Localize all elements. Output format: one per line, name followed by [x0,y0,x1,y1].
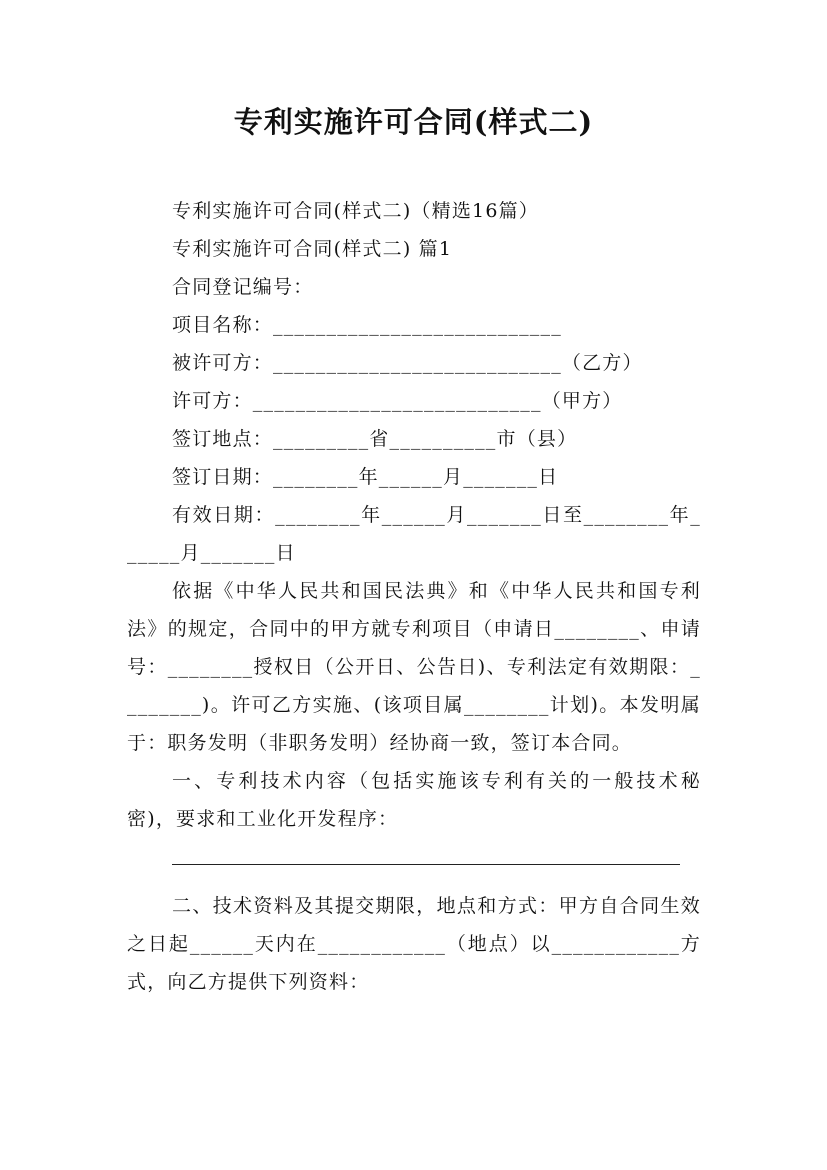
basis-paragraph: 依据《中华人民共和国民法典》和《中华人民共和国专利法》的规定，合同中的甲方就专利项目（申请日________、申请号：________授权日（公开日、公告日)、专利法定有效期限：________)。许可乙方实施、(该项目属________计划)。本发明属于：职务发明（非职务发明）经协商一致，签订本合同。 [127,580,701,754]
signing-place-line: 签订地点：_________省__________市（县） [172,428,578,450]
document-title: 专利实施许可合同(样式二) [233,105,594,139]
clause-1-paragraph: 一、专利技术内容（包括实施该专利有关的一般技术秘密)，要求和工业化开发程序： [127,770,701,830]
document-body [127,192,701,1001]
blank-fill-line [172,864,680,865]
contract-number-line: 合同登记编号： [172,276,314,298]
licensor-line: 许可方：___________________________（甲方） [172,390,623,412]
signing-date-line: 签订日期：________年______月_______日 [172,466,559,488]
clause-2-paragraph: 二、技术资料及其提交期限，地点和方式：甲方自合同生效之日起______天内在____________（地点）以____________方式，向乙方提供下列资料： [127,895,701,993]
project-name-line: 项目名称：___________________________ [172,314,562,336]
licensee-line: 被许可方：___________________________（乙方） [172,352,643,374]
spacer [127,871,701,887]
validity-period-line: 有效日期：________年______月_______日至________年______月_______日 [127,504,701,564]
subtitle-line: 专利实施许可合同(样式二)（精选16篇） [172,200,540,222]
section-heading: 专利实施许可合同(样式二) 篇1 [172,238,453,260]
